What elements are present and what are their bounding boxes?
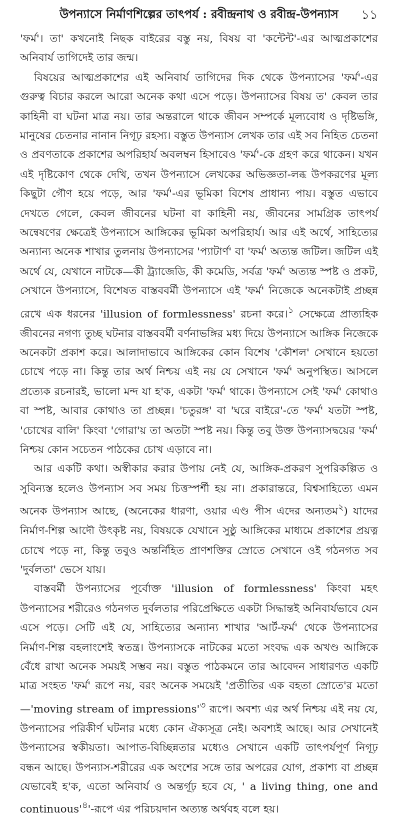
- body-text: [20, 30, 378, 820]
- paragraph: আর একটি কথা। অস্বীকার করার উপায় নেই যে, আঙ্গিক-প্রকরণ সুপরিকল্পিত ও সুবিন্যস্ত হলেও উপন্যাস সব সময় চিত্তস্পর্শী হয় না। প্রকারান্তরে, বিশ্বসাহিত্যে এমন অনেক উপন্যাস আছে, (অনেকের ধারণা, ওয়ার এণ্ড পীস এদের অন্যতম$^২$) যাদের নির্মাণ-শিল্প আদৌ উৎকৃষ্ট নয়, বিষয়কে যেখানে সুষ্ঠু আঙ্গিকের মাধ্যমে প্রকাশের প্রয়ত্ন চোখে পড়ে না, কিন্তু তবুও অন্তর্নিহিত প্রাণশক্তির স্রোতে সেখানে ওই গঠনগত সব 'দুর্বলতা' ভেসে যায়।: [20, 463, 378, 577]
- paragraph: 'ফর্ম'। তা' কখনোই নিছক বাইরের বস্তু নয়, বিষয় বা 'কন্টেন্ট'-এর আত্মপ্রকাশের অনিবার্য তাগিদেই তার জন্ম।: [20, 33, 378, 65]
- running-header: [20, 6, 378, 28]
- paragraph: বিষয়ের আত্মপ্রকাশের এই অনিবার্য তাগিদের দিক থেকে উপন্যাসের 'ফর্ম'-এর গুরুত্ব বিচার করলে আরো অনেক কথা এসে পড়ে। উপন্যাসের বিষয় ত' কেবল তার কাহিনী বা ঘটনা মাত্র নয়। তার অন্তরালে থাকে জীবন সম্পর্কে মূল্যবোধ ও দৃষ্টিভঙ্গি, মানুষের চেতনার নানান নিগূঢ় রহস্য। বস্তুত উপন্যাস লেখক তার এই সব নিহিত চেতনা ও প্রবণতাকে প্রকাশের অপরিহার্য অবলম্বন হিসাবেও 'ফর্ম'-কে গ্রহণ করে থাকেন। যখন এই দৃষ্টিকোণ থেকে দেখি, তখন উপন্যাসে লেখকের অভিজ্ঞতা-লব্ধ উপকরণের মূল্য কিছুটা গৌণ হয়ে পড়ে, আর 'ফর্ম'-এর ভূমিকা বিশেষ প্রাধান্য পায়। বস্তুত এভাবে দেখতে গেলে, কেবল জীবনের ঘটনা বা কাহিনী নয়, জীবনের সামগ্রিক তাৎপর্য অন্বেষণের ক্ষেত্রেই উপন্যাসে আঙ্গিকের ভূমিকা অপরিহার্য। আর এই অর্থে, সাহিত্যের অন্যান্য অনেক শাখার তুলনায় উপন্যাসের 'প্যাটার্ণ' বা 'ফর্ম' অত্যন্ত জটিল। জটিল এই অর্থে যে, যেখানে নাটকে—কী ট্র্যাজেডি, কী কমেডি, সর্বত্র 'ফর্ম' অত্যন্ত স্পষ্ট ও প্রকট, সেখানে উপন্যাসে, বিশেষত বাস্তববর্মী উপন্যাসে এই 'ফর্ম' নিজেকে অনেকটাই প্রচ্ছন্ন রেখে এক ধরনের 'illusion of formlessness' রচনা করে।$^১$ সেক্ষেত্রে প্রাত্যহিক জীবনের নগণ্য তুচ্ছ ঘটনার বাস্তববর্মী বর্ণনাভঙ্গির মধ্য দিয়ে উপন্যাসে আঙ্গিক নিজেকে অনেকটা প্রকাশ করে। আলাদাভাবে আঙ্গিকের কোন বিশেষ 'কৌশল' সেখানে হয়তো চোখে পড়ে না। কিন্তু তার অর্থ নিশ্চয় এই নয় যে সেখানে 'ফর্ম' অনুপস্থিত। আসলে প্রত্যেক রচনারই, ভালো মন্দ যা হ'ক, একটা 'ফর্ম' থাকে। উপন্যাসে সেই 'ফর্ম' কোথাও বা স্পষ্ট, আবার কোথাও তা প্রচ্ছন্ন। 'চতুরঙ্গ' বা 'ঘরে বাইরে'-তে 'ফর্ম' যতটা স্পষ্ট, 'চোখের বালি' কিংবা 'গোরা'য় তা অতটা স্পষ্ট নয়। কিন্তু তবু উক্ত উপন্যাসদ্বয়ের 'ফর্ম' নিশ্চয় কোন সচেতন পাঠকের চোখ এড়াবে না।: [20, 71, 378, 457]
- paragraph: বাস্তবর্মী উপন্যাসের পূর্বোক্ত 'illusion of formlessness' কিংবা মহৎ উপন্যাসের শরীরেও গঠনগত দুর্বলতার পরিপ্রেক্ষিতে একটা সিদ্ধান্তই অনিবার্যভাবে যেন এসে পড়ে। সেটি এই যে, সাহিত্যের অন্যান্য শাখার 'আর্ট-ফর্ম' থেকে উপন্যাসের নির্মাণ-শিল্প বহলাংশেই স্বতন্ত্র। উপন্যাসকে নাটকের মতো সংবদ্ধ এক অখণ্ড আঙ্গিকে বেঁধে রাখা অনেক সময়ই সম্ভব নয়। বস্তুত পাঠকমনে তার আবেদন সাধারণত একটি মাত্র সংহত 'ফর্ম' রূপে নয়, বরং অনেক সময়েই 'প্রতীতির এক বহতা স্রোতে'র মতো—'moving stream of $impressions'^৩$ রূপে। অবশ্য এর অর্থ নিশ্চয় এই নয় যে, উপন্যাসের পরিকীর্ণ ঘটনার মধ্যে কোন ঐক্যসূত্র নেই। অবশ্যই আছে। আর সেখানেই উপন্যাসের স্বকীয়তা। আপাত-বিচ্ছিন্নতার মধ্যেও সেখানে একটি তাৎপর্যপূর্ণ নিগূঢ় বন্ধন আছে। উপন্যাস-শরীরের এক অংশের সঙ্গে তার অপরের যোগ, প্রকাশ্য বা প্রচ্ছন্ন যেভাবেই হ'ক, এতো অনিবার্য ও অন্তর্গূঢ় হবে যে, ' a living thing, one and $continuous'^৪'-রূপে$ এর পরিচয়দান অত্যন্ত অর্থবহ বলে হয়।: [20, 583, 379, 816]
- page-number: ১১: [361, 8, 378, 23]
- chapter-title: উপন্যাসে নির্মাণশিল্পের তাৎপর্য : রবীন্দ্রনাথ ও রবীন্দ্র-উপন্যাস: [59, 7, 339, 21]
